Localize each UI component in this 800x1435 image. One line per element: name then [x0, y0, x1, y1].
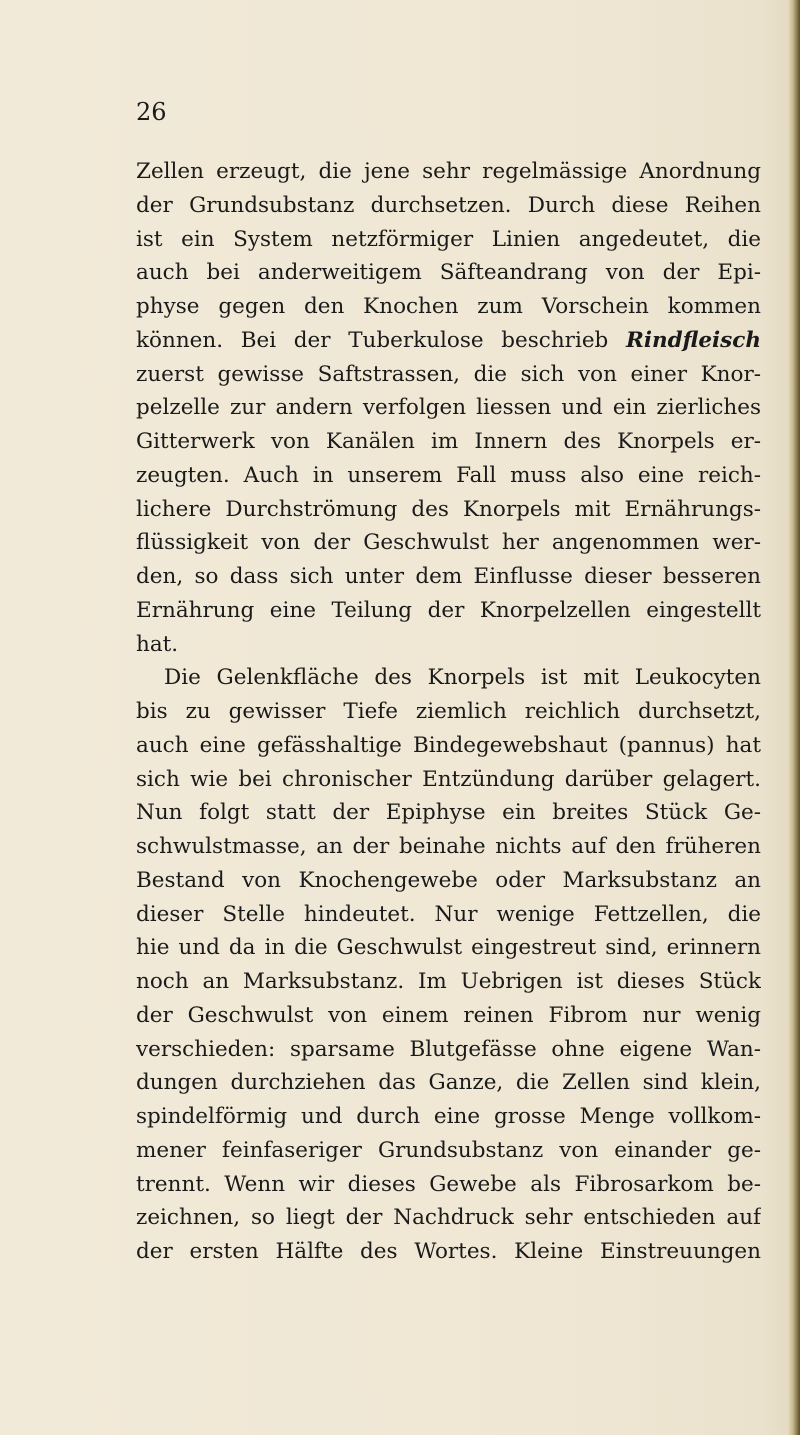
paragraph-start-line: Die Gelenkfläche des Knorpels ist mit Leukocyten: [164, 665, 761, 691]
text-line: schwulstmasse, an der beinahe nichts auf den früheren: [136, 834, 761, 859]
text-line: Zellen erzeugt, die jene sehr regelmässige Anordnung: [136, 159, 761, 184]
text-line: bis zu gewisser Tiefe ziemlich reichlich durchsetzt,: [136, 699, 761, 724]
text-line: zeugten. Auch in unserem Fall muss also eine reich-: [136, 462, 761, 488]
text-line: noch an Marksubstanz. Im Uebrigen ist dieses Stück: [136, 969, 761, 994]
text-line: lichere Durchströmung des Knorpels mit Ernährungs-: [136, 496, 761, 522]
text-line: spindelförmig und durch eine grosse Menge vollkom-: [136, 1104, 761, 1129]
text-line: trennt. Wenn wir dieses Gewebe als Fibrosarkom be-: [136, 1171, 761, 1197]
text-line: dieser Stelle hindeutet. Nur wenige Fettzellen, die: [136, 901, 761, 927]
text-line: auch bei anderweitigem Säfteandrang von der Epi-: [136, 260, 761, 286]
text-line: Gitterwerk von Kanälen im Innern des Knorpels er-: [136, 429, 761, 454]
text-line: mener feinfaseriger Grundsubstanz von einander ge-: [136, 1137, 761, 1163]
text-line: der Grundsubstanz durchsetzen. Durch diese Reihen: [136, 192, 761, 218]
text-line: können. Bei der Tuberkulose beschrieb Rindfleisch: [136, 327, 761, 353]
text-line: sich wie bei chronischer Entzündung darüber gelagert.: [136, 766, 761, 792]
text-line: der Geschwulst von einem reinen Fibrom nur wenig: [136, 1002, 761, 1028]
text-line: Nun folgt statt der Epiphyse ein breites Stück Ge-: [136, 800, 761, 826]
text-line: dungen durchziehen das Ganze, die Zellen sind klein,: [136, 1070, 761, 1096]
text-line: den, so dass sich unter dem Einflusse dieser besseren: [136, 564, 761, 589]
text-line: Bestand von Knochengewebe oder Marksubstanz an: [136, 867, 761, 893]
text-line: ist ein System netzförmiger Linien angedeutet, die: [136, 226, 761, 252]
text-line: pelzelle zur andern verfolgen liessen und ein zierliches: [136, 395, 761, 421]
text-line: Ernährung eine Teilung der Knorpelzellen eingestellt: [136, 597, 761, 623]
text-line: hie und da in die Geschwulst eingestreut sind, erinnern: [136, 935, 761, 961]
text-line: zuerst gewisse Saftstrassen, die sich von einer Knor-: [136, 361, 761, 387]
page-edge-shadow: [788, 0, 800, 1435]
text-line: zeichnen, so liegt der Nachdruck sehr entschieden auf: [136, 1205, 761, 1231]
text-line: physe gegen den Knochen zum Vorschein kommen: [136, 294, 761, 319]
text-line: verschieden: sparsame Blutgefässe ohne eigene Wan-: [136, 1036, 761, 1062]
text-line: der ersten Hälfte des Wortes. Kleine Einstreuungen: [136, 1239, 761, 1264]
author-name-emphasis: Rindfleisch: [625, 327, 761, 353]
body-text: [136, 155, 761, 1269]
page-number: 26: [136, 98, 167, 126]
text-line: flüssigkeit von der Geschwulst her angenommen wer-: [136, 530, 761, 556]
paragraph-end-line: hat.: [136, 631, 179, 657]
text-line: auch eine gefässhaltige Bindegewebshaut (pannus) hat: [136, 732, 761, 758]
